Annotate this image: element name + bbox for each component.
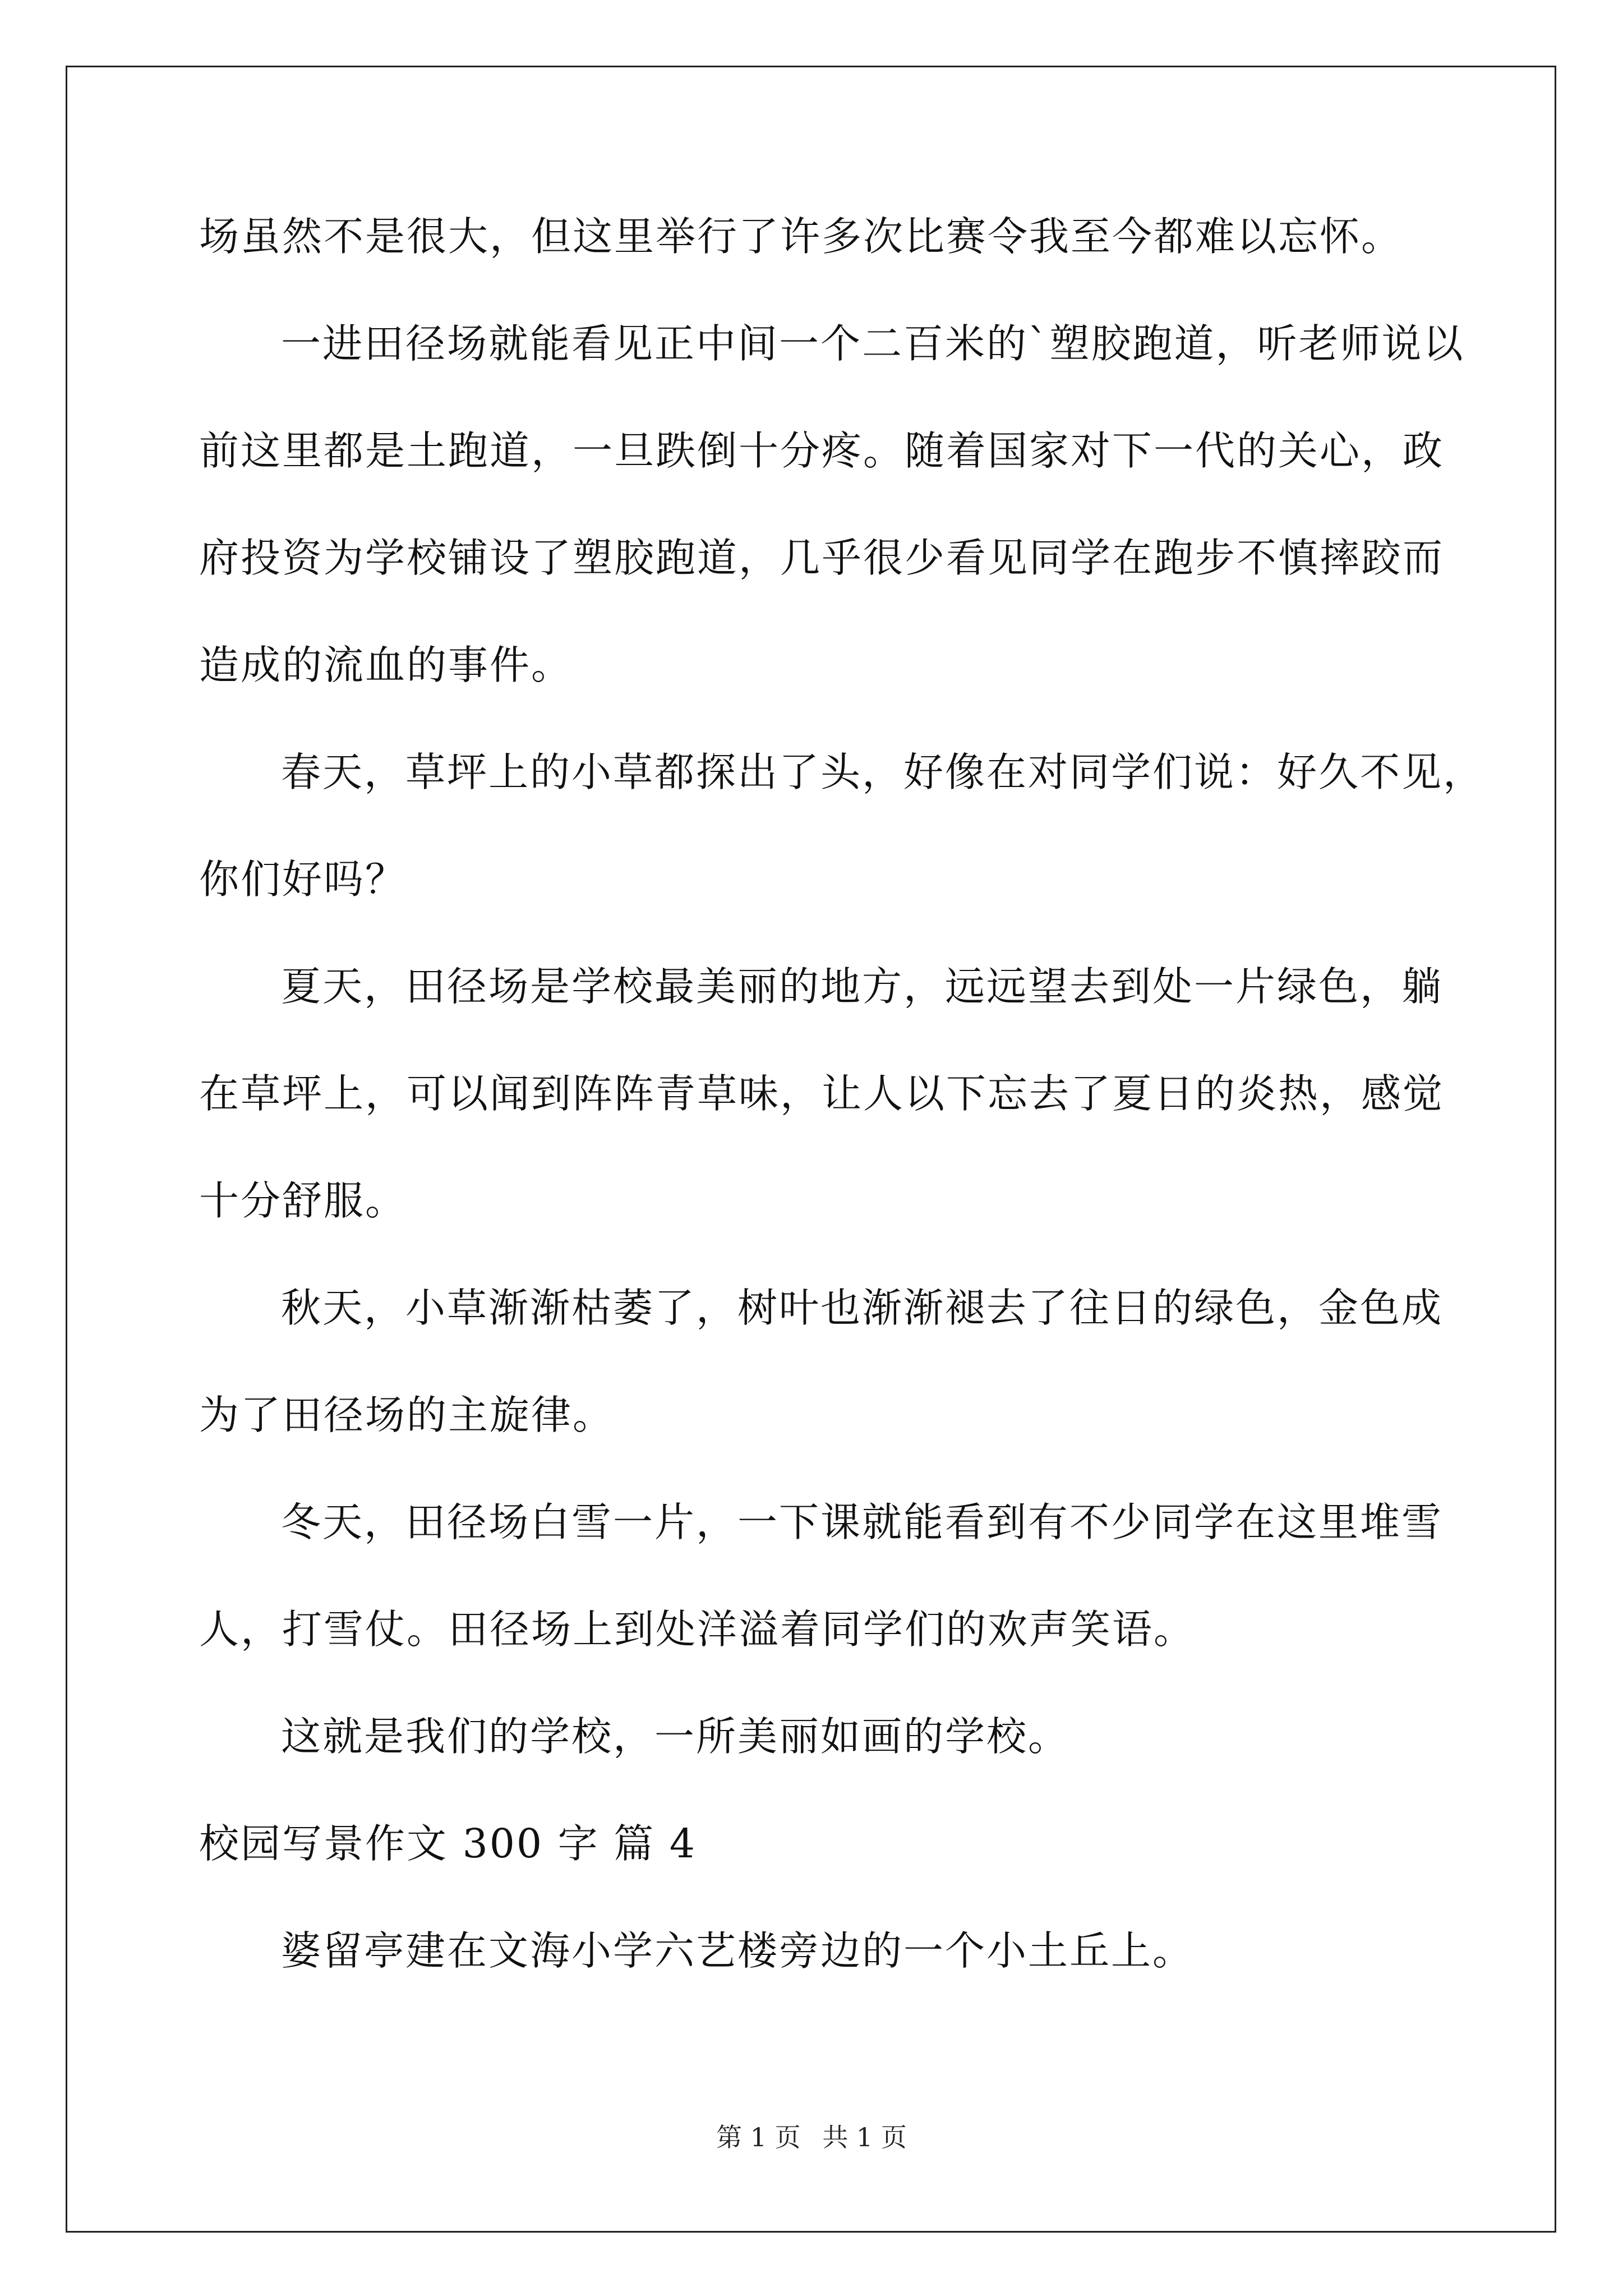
paragraph xyxy=(199,209,1427,265)
paragraph xyxy=(199,1494,1444,1658)
section-heading xyxy=(199,1816,1427,1872)
text-line: 这就是我们的学校，一所美丽如画的学校。 xyxy=(281,1713,1070,1760)
page-total: 共 1 页 xyxy=(822,2122,907,2152)
text-line: 人，打雪仗。田径场上到处洋溢着同学们的欢声笑语。 xyxy=(199,1606,1196,1653)
text-line: 十分舒服。 xyxy=(199,1177,407,1224)
text-line: 夏天，田径场是学校最美丽的地方，远远望去到处一片绿色，躺 xyxy=(281,963,1444,1010)
text-line: 为了田径场的主旋律。 xyxy=(199,1392,615,1438)
text-line: 造成的流血的事件。 xyxy=(199,642,573,688)
page-number: 第 1 页 xyxy=(716,2122,801,2152)
paragraph xyxy=(199,1923,1427,1979)
text-line: 你们好吗？ xyxy=(199,856,407,903)
paragraph xyxy=(199,316,1465,693)
paragraph xyxy=(199,1280,1444,1443)
paragraph xyxy=(199,1709,1427,1765)
text-line: 秋天，小草渐渐枯萎了，树叶也渐渐褪去了往日的绿色，金色成 xyxy=(281,1285,1444,1331)
paragraph xyxy=(199,959,1445,1229)
text-line: 前这里都是土跑道，一旦跌倒十分疼。随着国家对下一代的关心，政 xyxy=(199,427,1445,474)
paragraph xyxy=(199,744,1485,908)
text-line: 一进田径场就能看见正中间一个二百米的`塑胶跑道，听老师说以 xyxy=(281,320,1465,367)
text-line: 冬天，田径场白雪一片，一下课就能看到有不少同学在这里堆雪 xyxy=(281,1499,1444,1545)
page-footer xyxy=(0,2120,1623,2154)
text-line: 在草坪上，可以闻到阵阵青草味，让人以下忘去了夏日的炎热，感觉 xyxy=(199,1070,1445,1117)
text-line: 府投资为学校铺设了塑胶跑道，几乎很少看见同学在跑步不慎摔跤而 xyxy=(199,535,1445,581)
text-line: 场虽然不是很大，但这里举行了许多次比赛令我至今都难以忘怀。 xyxy=(199,213,1403,260)
text-line: 春天，草坪上的小草都探出了头，好像在对同学们说：好久不见， xyxy=(281,749,1485,795)
heading-line: 校园写景作文 300 字 篇 4 xyxy=(199,1820,697,1867)
text-line: 婆留亭建在文海小学六艺楼旁边的一个小土丘上。 xyxy=(281,1927,1195,1974)
document-body xyxy=(199,209,1485,1979)
